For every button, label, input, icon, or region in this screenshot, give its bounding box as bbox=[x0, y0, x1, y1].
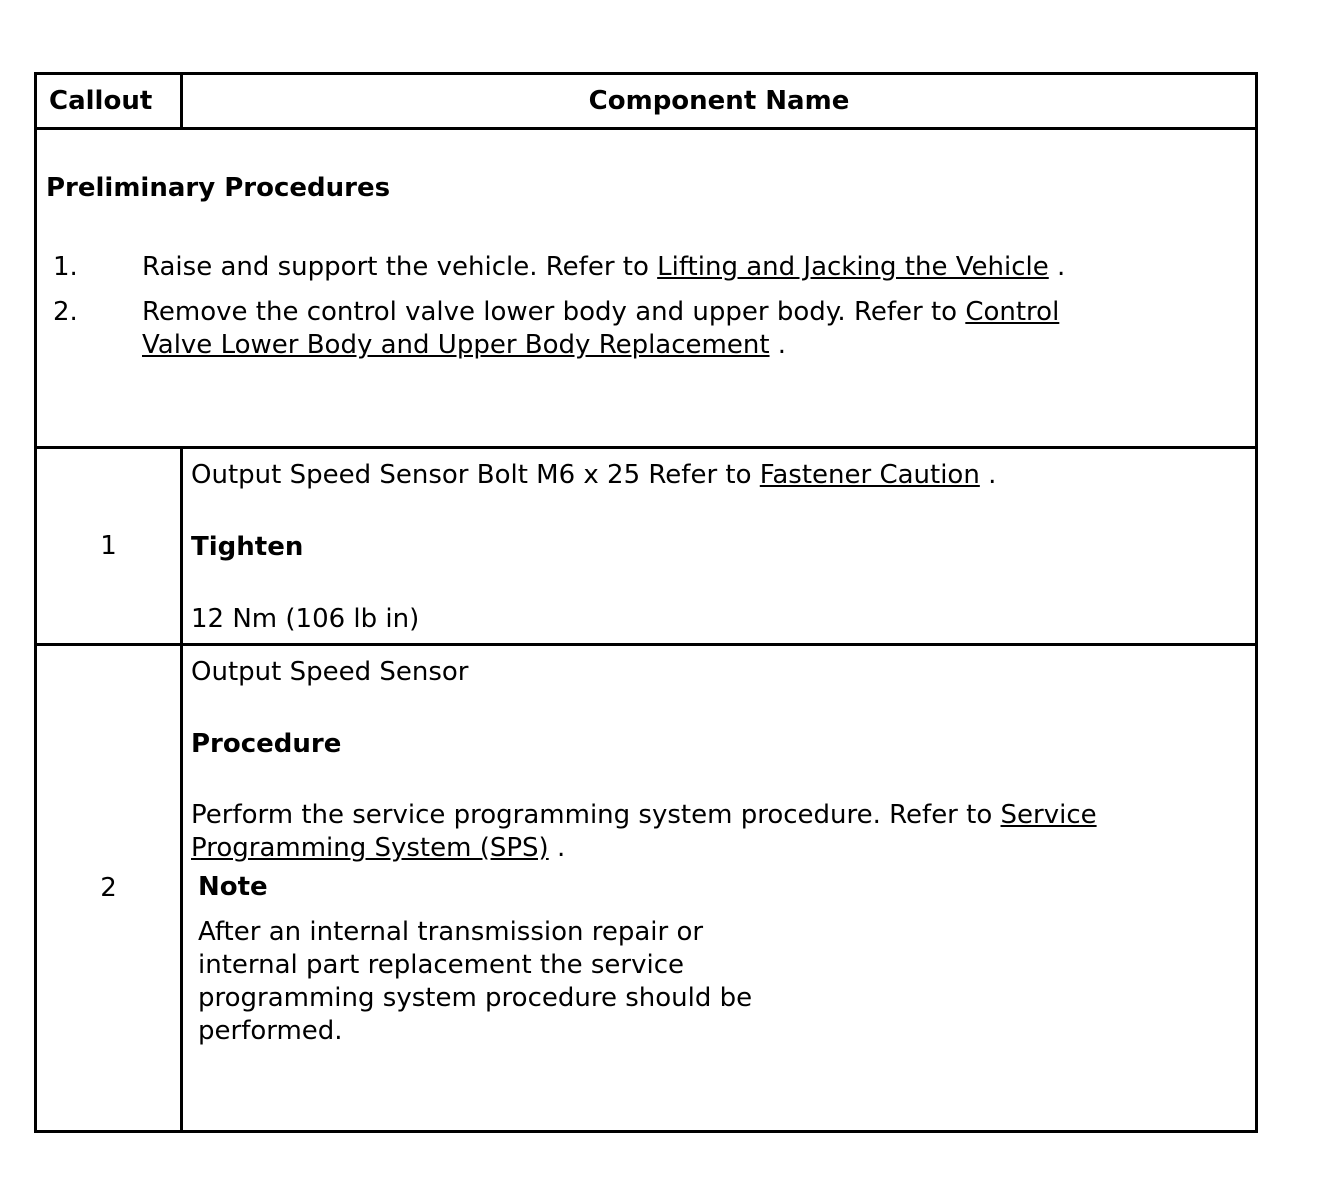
tighten-heading: Tighten bbox=[191, 532, 304, 562]
preliminary-step bbox=[53, 296, 1153, 362]
step-suffix: . bbox=[1048, 252, 1066, 282]
step-text: Remove the control valve lower body and upper body. Refer to bbox=[142, 297, 966, 327]
table-row bbox=[36, 645, 1257, 1132]
step-number: 2. bbox=[53, 297, 78, 327]
note-title: Note bbox=[198, 872, 268, 902]
preliminary-title: Preliminary Procedures bbox=[46, 173, 391, 203]
callout-header: Callout bbox=[36, 74, 182, 129]
preliminary-step bbox=[53, 251, 1153, 284]
component-name: Output Speed Sensor Bolt M6 x 25 bbox=[191, 460, 641, 490]
component-name: Output Speed Sensor bbox=[191, 657, 469, 687]
procedure-text: Perform the service programming system procedure. Refer to bbox=[191, 800, 1001, 830]
component-cell bbox=[182, 645, 1257, 1132]
procedure-text-block bbox=[191, 799, 1171, 865]
component-line bbox=[191, 459, 996, 492]
step-suffix: . bbox=[769, 330, 787, 360]
step-number: 1. bbox=[53, 252, 78, 282]
preliminary-cell bbox=[36, 129, 1257, 448]
link-suffix: . bbox=[979, 460, 997, 490]
torque-value: 12 Nm (106 lb in) bbox=[191, 604, 420, 634]
link-suffix: . bbox=[548, 833, 566, 863]
table-header-row bbox=[36, 74, 1257, 129]
component-cell bbox=[182, 448, 1257, 645]
link-control-valve-replacement[interactable]: Control Valve Lower Body and Upper Body Replacement bbox=[142, 297, 1060, 360]
step-text: Raise and support the vehicle. Refer to bbox=[142, 252, 658, 282]
refer-text: Refer to bbox=[640, 460, 760, 490]
component-table bbox=[34, 72, 1258, 1133]
link-lifting-and-jacking[interactable]: Lifting and Jacking the Vehicle bbox=[657, 252, 1049, 282]
preliminary-row bbox=[36, 129, 1257, 448]
table-row bbox=[36, 448, 1257, 645]
callout-number: 1 bbox=[36, 448, 182, 645]
procedure-heading: Procedure bbox=[191, 729, 342, 759]
note-text: After an internal transmission repair or internal part replacement the service programming system procedure should be performed. bbox=[198, 917, 753, 1046]
link-fastener-caution[interactable]: Fastener Caution bbox=[759, 460, 980, 490]
link-service-programming-system[interactable]: Service Programming System (SPS) bbox=[191, 800, 1097, 863]
callout-number: 2 bbox=[36, 645, 182, 1132]
component-name-header: Component Name bbox=[182, 74, 1257, 129]
